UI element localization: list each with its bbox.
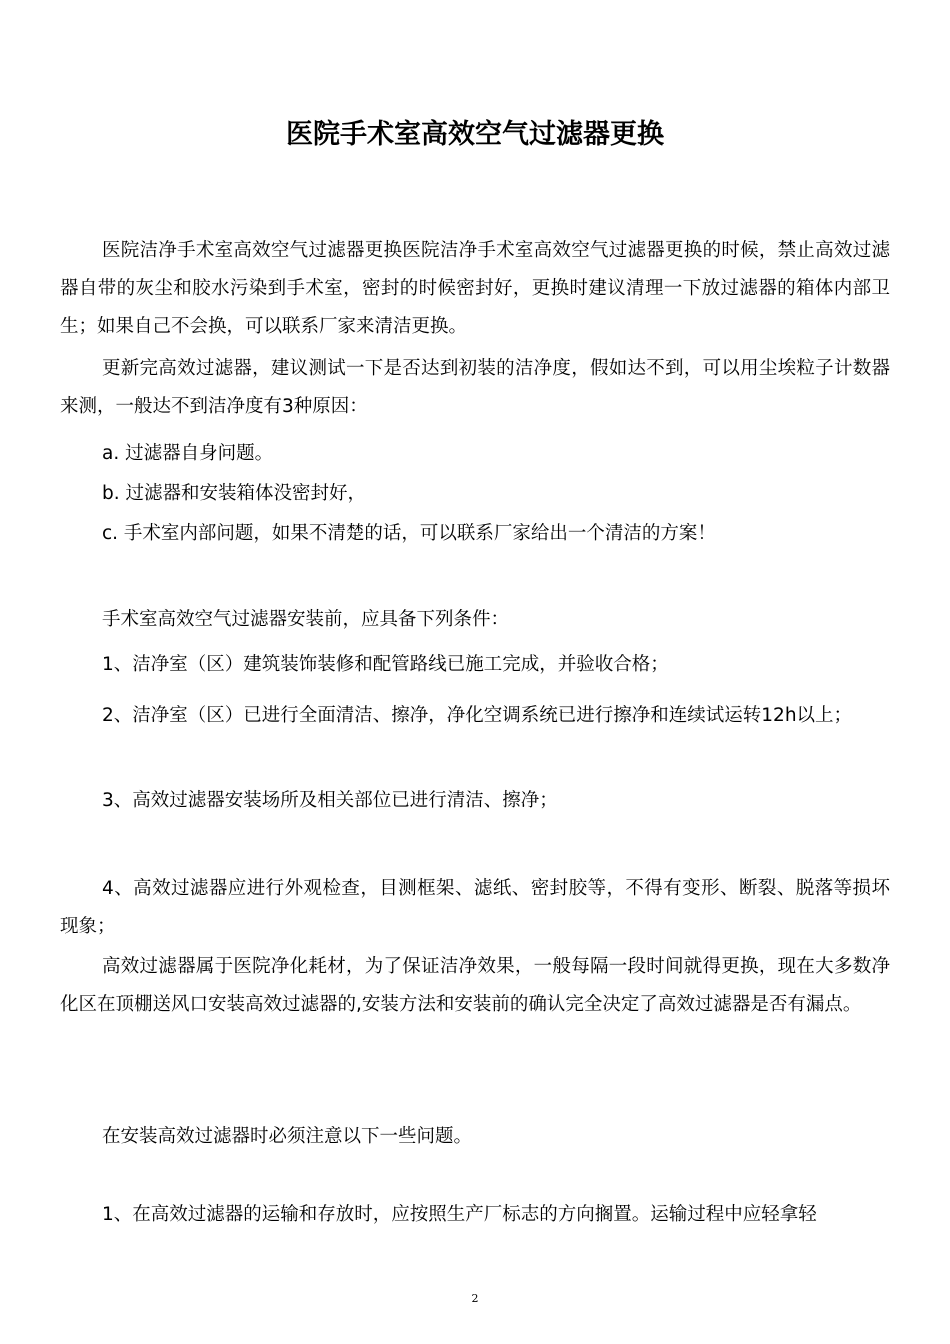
condition-4: 4、高效过滤器应进行外观检查，目测框架、滤纸、密封胶等，不得有变形、断裂、脱落等损坏现象； — [60, 878, 890, 937]
list-item-a: a. 过滤器自身问题。 — [102, 443, 274, 464]
condition-1: 1、洁净室（区）建筑装饰装修和配管路线已施工完成，并验收合格； — [102, 654, 669, 675]
paragraph-consumable: 高效过滤器属于医院净化耗材，为了保证洁净效果，一般每隔一段时间就得更换，现在大多数净化区在顶棚送风口安装高效过滤器的,安装方法和安装前的确认完全决定了高效过滤器是否有漏点。 — [60, 956, 890, 1015]
paragraph-testing: 更新完高效过滤器，建议测试一下是否达到初装的洁净度，假如达不到，可以用尘埃粒子计数器来测，一般达不到洁净度有3种原因： — [60, 358, 890, 417]
paragraph-intro: 医院洁净手术室高效空气过滤器更换医院洁净手术室高效空气过滤器更换的时候，禁止高效过滤器自带的灰尘和胶水污染到手术室，密封的时候密封好，更换时建议清理一下放过滤器的箱体内部卫生；如果自己不会换，可以联系厂家来清洁更换。 — [60, 240, 890, 337]
list-item-c: c. 手术室内部问题，如果不清楚的话，可以联系厂家给出一个清洁的方案！ — [102, 523, 716, 544]
condition-3: 3、高效过滤器安装场所及相关部位已进行清洁、擦净； — [102, 790, 558, 811]
list-item-b: b. 过滤器和安装箱体没密封好， — [102, 483, 367, 504]
paragraph-notes: 在安装高效过滤器时必须注意以下一些问题。 — [102, 1126, 473, 1147]
condition-2: 2、洁净室（区）已进行全面清洁、擦净，净化空调系统已进行擦净和连续试运转12h以上； — [102, 705, 853, 726]
paragraph-conditions: 手术室高效空气过滤器安装前，应具备下列条件： — [102, 609, 510, 630]
page-number: 2 — [471, 1292, 479, 1305]
note-1: 1、在高效过滤器的运输和存放时，应按照生产厂标志的方向搁置。运输过程中应轻拿轻 — [102, 1204, 817, 1225]
page-title: 医院手术室高效空气过滤器更换 — [286, 119, 664, 150]
